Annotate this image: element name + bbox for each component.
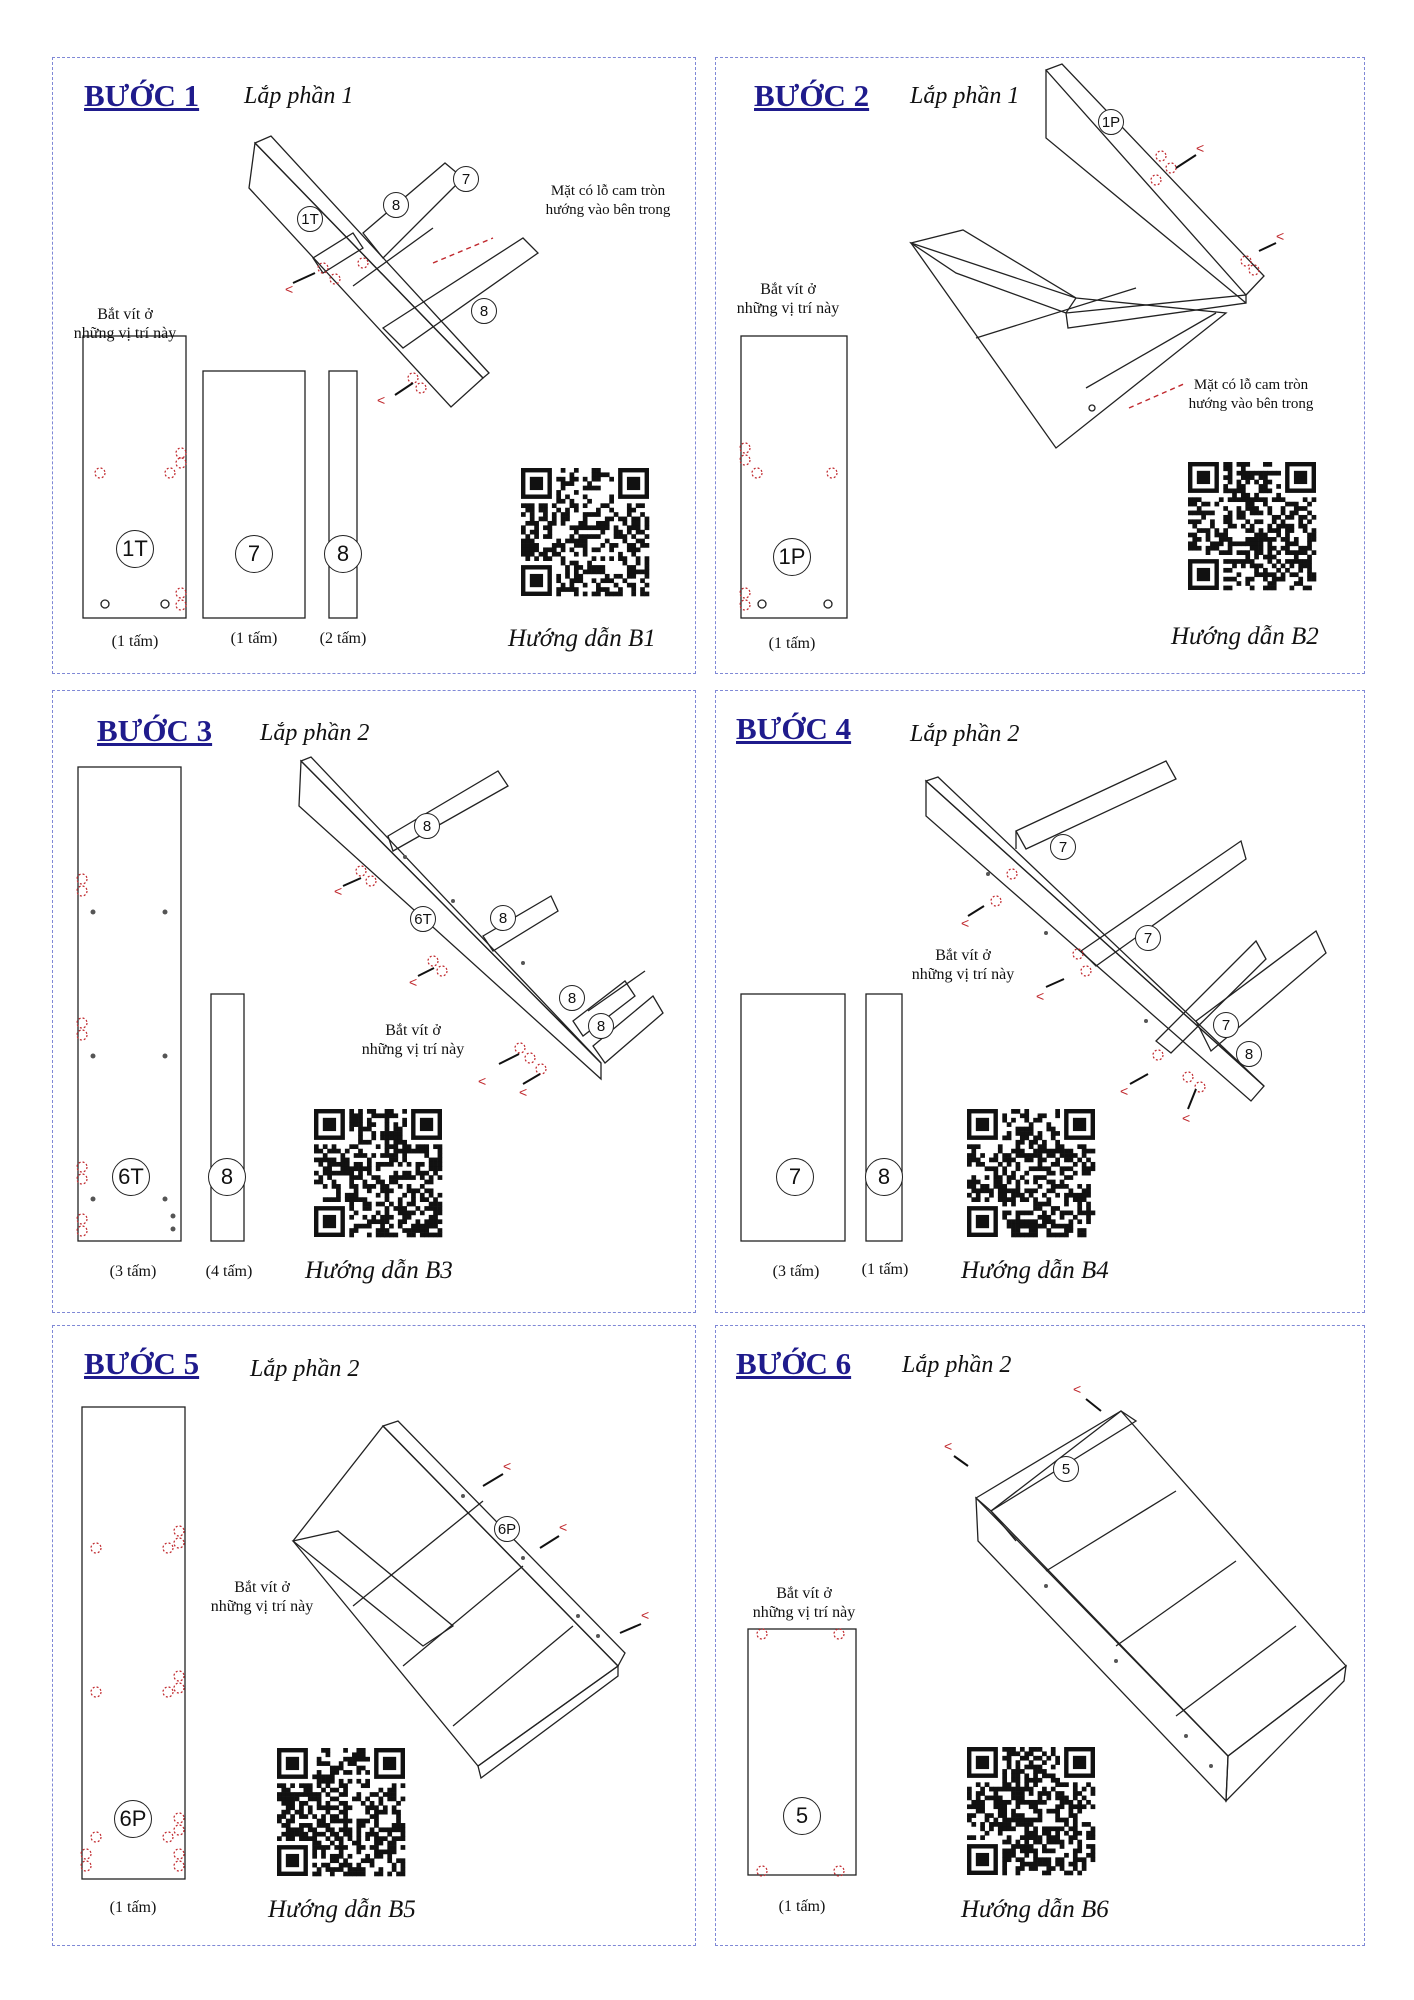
arrow-icon: [293, 273, 413, 395]
assembly-label: 8: [414, 813, 440, 839]
svg-text:<: <: [334, 883, 343, 899]
screw-note: Bắt vít ở những vị trí này: [911, 947, 1015, 983]
panel-quantity: (1 tấm): [778, 1898, 826, 1915]
panel-quantity: (1 tấm): [230, 630, 278, 647]
qr-code-icon[interactable]: [967, 1747, 1095, 1875]
assembly-label: 6T: [410, 906, 436, 932]
qr-code-pattern: [314, 1109, 442, 1237]
guide-link[interactable]: Hướng dẫn B2: [1171, 623, 1319, 650]
svg-text:<: <: [1182, 1110, 1191, 1126]
step-title: BƯỚC 6: [736, 1346, 852, 1381]
assembly-label: 8: [1236, 1041, 1262, 1067]
step-3-panel: [52, 690, 696, 1313]
screw-note: Bắt vít ở những vị trí này: [210, 1579, 314, 1615]
panel-label: 8: [208, 1158, 246, 1196]
panel-quantity: (3 tấm): [109, 1263, 157, 1280]
svg-text:<: <: [503, 1458, 512, 1474]
screw-note: Bắt vít ở những vị trí này: [361, 1022, 465, 1058]
step-6-panel: [715, 1325, 1365, 1946]
guide-link[interactable]: Hướng dẫn B6: [961, 1896, 1109, 1923]
svg-text:<: <: [285, 281, 294, 297]
step-subtitle: Lắp phần 2: [902, 1352, 1012, 1378]
panel-quantity: (2 tấm): [319, 630, 367, 647]
svg-text:<: <: [519, 1084, 528, 1100]
assembly-label: 1P: [1098, 109, 1124, 135]
svg-text:<: <: [1276, 228, 1285, 244]
assembly-label: 8: [471, 298, 497, 324]
assembly-label: 8: [383, 192, 409, 218]
step-title: BƯỚC 1: [84, 78, 200, 113]
step-5-panel: [52, 1325, 696, 1946]
qr-code-pattern: [521, 468, 649, 596]
guide-link[interactable]: Hướng dẫn B5: [268, 1896, 416, 1923]
panel-quantity: (3 tấm): [772, 1263, 820, 1280]
step-subtitle: Lắp phần 2: [910, 721, 1020, 747]
screw-note: Bắt vít ở những vị trí này: [752, 1585, 856, 1621]
svg-text:<: <: [944, 1438, 953, 1454]
guide-link[interactable]: Hướng dẫn B4: [961, 1257, 1109, 1284]
qr-code-icon[interactable]: [277, 1748, 405, 1876]
assembly-label: 1T: [297, 206, 323, 232]
svg-text:<: <: [1036, 988, 1045, 1004]
qr-code-icon[interactable]: [521, 468, 649, 596]
panel-label: 1T: [116, 530, 154, 568]
panel-label: 6P: [114, 1800, 152, 1838]
assembly-label: 6P: [494, 1516, 520, 1542]
assembly-label: 7: [453, 166, 479, 192]
panel-quantity: (1 tấm): [109, 1899, 157, 1916]
panel-quantity: (1 tấm): [861, 1261, 909, 1278]
panel-quantity: (4 tấm): [205, 1263, 253, 1280]
guide-link[interactable]: Hướng dẫn B1: [508, 625, 656, 652]
qr-code-icon[interactable]: [314, 1109, 442, 1237]
step-title: BƯỚC 5: [84, 1346, 200, 1381]
svg-text:<: <: [961, 915, 970, 931]
assembly-label: 8: [588, 1013, 614, 1039]
assembly-label: 8: [490, 905, 516, 931]
qr-code-pattern: [967, 1109, 1095, 1237]
assembly-label: 7: [1050, 834, 1076, 860]
step-title: BƯỚC 3: [97, 713, 213, 748]
step-subtitle: Lắp phần 1: [244, 83, 354, 109]
svg-text:<: <: [1196, 140, 1205, 156]
screw-note: Bắt vít ở những vị trí này: [736, 281, 840, 317]
svg-text:<: <: [641, 1607, 650, 1623]
step-subtitle: Lắp phần 2: [250, 1356, 360, 1382]
step-4-panel: [715, 690, 1365, 1313]
svg-text:<: <: [1073, 1381, 1082, 1397]
step-title: BƯỚC 2: [754, 78, 870, 113]
panel-label: 6T: [112, 1158, 150, 1196]
panel-quantity: (1 tấm): [111, 633, 159, 650]
screw-note: Bắt vít ở những vị trí này: [73, 306, 177, 342]
step-subtitle: Lắp phần 2: [260, 720, 370, 746]
panel-label: 7: [235, 535, 273, 573]
step-2-panel: [715, 57, 1365, 674]
assembly-label: 8: [559, 985, 585, 1011]
svg-text:<: <: [409, 974, 418, 990]
svg-text:<: <: [1120, 1083, 1129, 1099]
orientation-note: Mặt có lỗ cam tròn hướng vào bên trong: [545, 183, 671, 218]
step-1-panel: [52, 57, 696, 674]
panel-label: 5: [783, 1797, 821, 1835]
panel-quantity: (1 tấm): [768, 635, 816, 652]
svg-text:<: <: [478, 1073, 487, 1089]
panel-label: 7: [776, 1158, 814, 1196]
panel-label: 8: [865, 1158, 903, 1196]
orientation-note: Mặt có lỗ cam tròn hướng vào bên trong: [1188, 377, 1314, 412]
guide-link[interactable]: Hướng dẫn B3: [305, 1257, 453, 1284]
qr-code-pattern: [277, 1748, 405, 1876]
step-subtitle: Lắp phần 1: [910, 83, 1020, 109]
svg-text:<: <: [377, 392, 386, 408]
assembly-label: 7: [1135, 925, 1161, 951]
qr-code-icon[interactable]: [1188, 462, 1316, 590]
panel-label: 1P: [773, 538, 811, 576]
qr-code-icon[interactable]: [967, 1109, 1095, 1237]
step-title: BƯỚC 4: [736, 711, 852, 746]
assembly-label: 7: [1213, 1012, 1239, 1038]
assembly-label: 5: [1053, 1456, 1079, 1482]
panel-label: 8: [324, 535, 362, 573]
qr-code-pattern: [967, 1747, 1095, 1875]
qr-code-pattern: [1188, 462, 1316, 590]
svg-text:<: <: [559, 1519, 568, 1535]
